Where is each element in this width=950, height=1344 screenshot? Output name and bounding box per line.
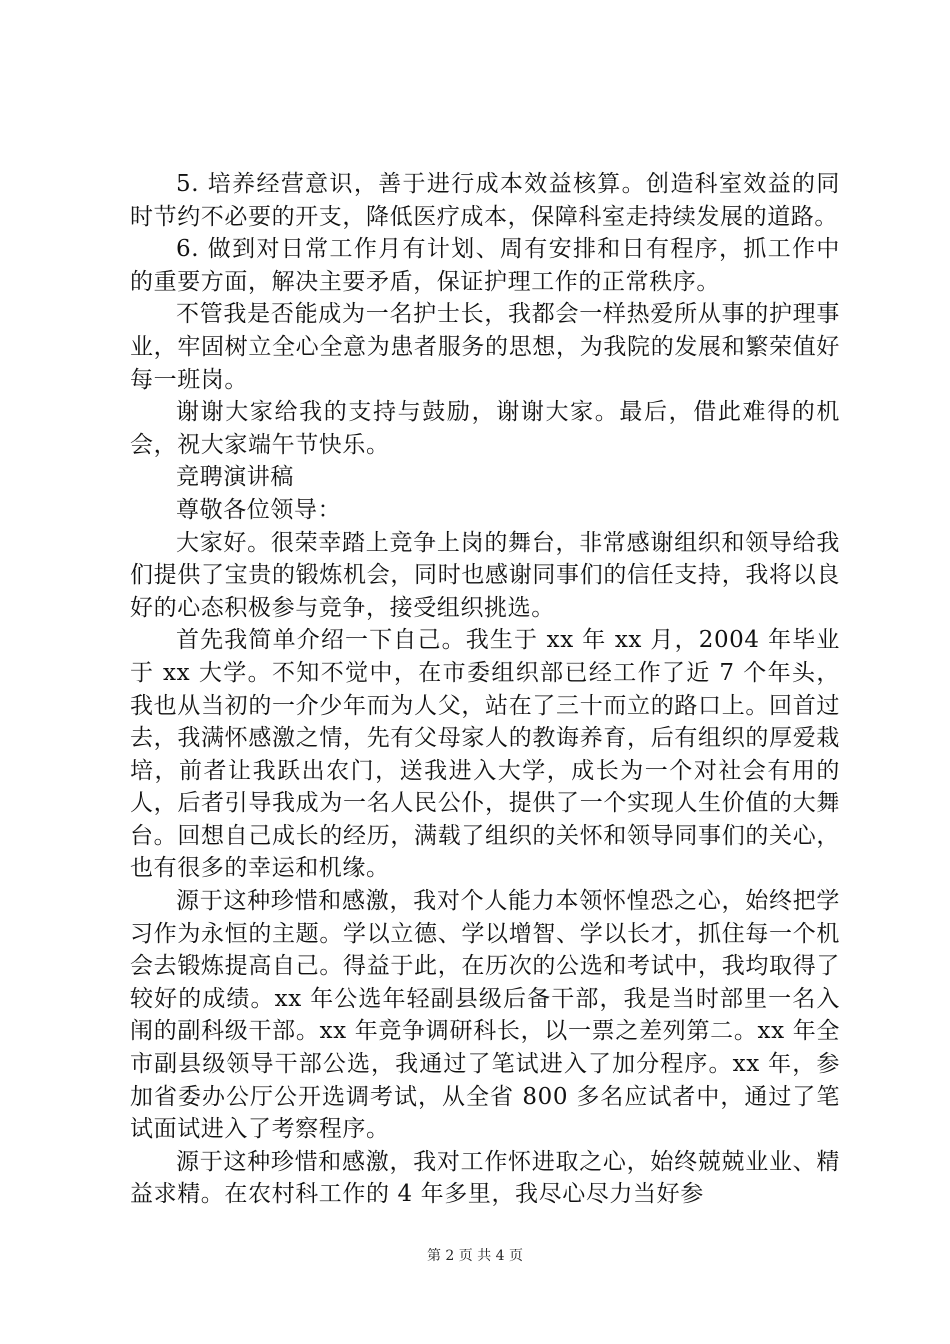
paragraph-item-5: 5. 培养经营意识，善于进行成本效益核算。创造科室效益的同时节约不必要的开支，降低医疗成本，保障科室走持续发展的道路。 (130, 171, 840, 230)
paragraph-greeting: 大家好。很荣幸踏上竞争上岗的舞台，非常感谢组织和领导给我们提供了宝贵的锻炼机会，同时也感谢同事们的信任支持，我将以良好的心态积极参与竞争，接受组织挑选。 (130, 529, 840, 621)
paragraph-commitment: 不管我是否能成为一名护士长，我都会一样热爱所从事的护理事业，牢固树立全心全意为患者服务的思想，为我院的发展和繁荣值好每一班岗。 (130, 301, 840, 393)
speech-title: 竞聘演讲稿 (176, 464, 294, 491)
page-footer: 第 2 页 共 4 页 (426, 1248, 524, 1264)
paragraph-work: 源于这种珍惜和感激，我对工作怀进取之心，始终兢兢业业、精益求精。在农村科工作的 4 年多里，我尽心尽力当好参 (130, 1148, 840, 1208)
salutation: 尊敬各位领导： (176, 496, 342, 523)
paragraph-self-introduction: 首先我简单介绍一下自己。我生于 xx 年 xx 月，2004 年毕业于 xx 大学。不知不觉中，在市委组织部已经工作了近 7 个年头，我也从当初的一介少年而为人父，站在了三十而立的路口上。回首过去，我满怀感激之情，先有父母家人的教诲养育，后有组织的厚爱栽培，前者让我跃出农门，送我进入大学，成长为一个对社会有用的人，后者引导我成为一名人民公仆，提供了一个实现人生价值的大舞台。回想自己成长的经历，满载了组织的关怀和领导同事们的关心，也有很多的幸运和机缘。 (130, 627, 840, 882)
document-body (130, 168, 840, 1211)
paragraph-learning: 源于这种珍惜和感激，我对个人能力本领怀惶恐之心，始终把学习作为永恒的主题。学以立德、学以增智、学以长才，抓住每一个机会去锻炼提高自己。得益于此，在历次的公选和考试中，我均取得了较好的成绩。xx 年公选年轻副县级后备干部，我是当时部里一名入闱的副科级干部。xx 年竞争调研科长，以一票之差列第二。xx 年全市副县级领导干部公选，我通过了笔试进入了加分程序。xx 年，参加省委办公厅公开选调考试，从全省 800 多名应试者中，通过了笔试面试进入了考察程序。 (130, 888, 840, 1143)
paragraph-thanks: 谢谢大家给我的支持与鼓励，谢谢大家。最后，借此难得的机会，祝大家端午节快乐。 (130, 399, 840, 458)
paragraph-item-6: 6. 做到对日常工作月有计划、周有安排和日有程序，抓工作中的重要方面，解决主要矛盾，保证护理工作的正常秩序。 (130, 236, 840, 295)
